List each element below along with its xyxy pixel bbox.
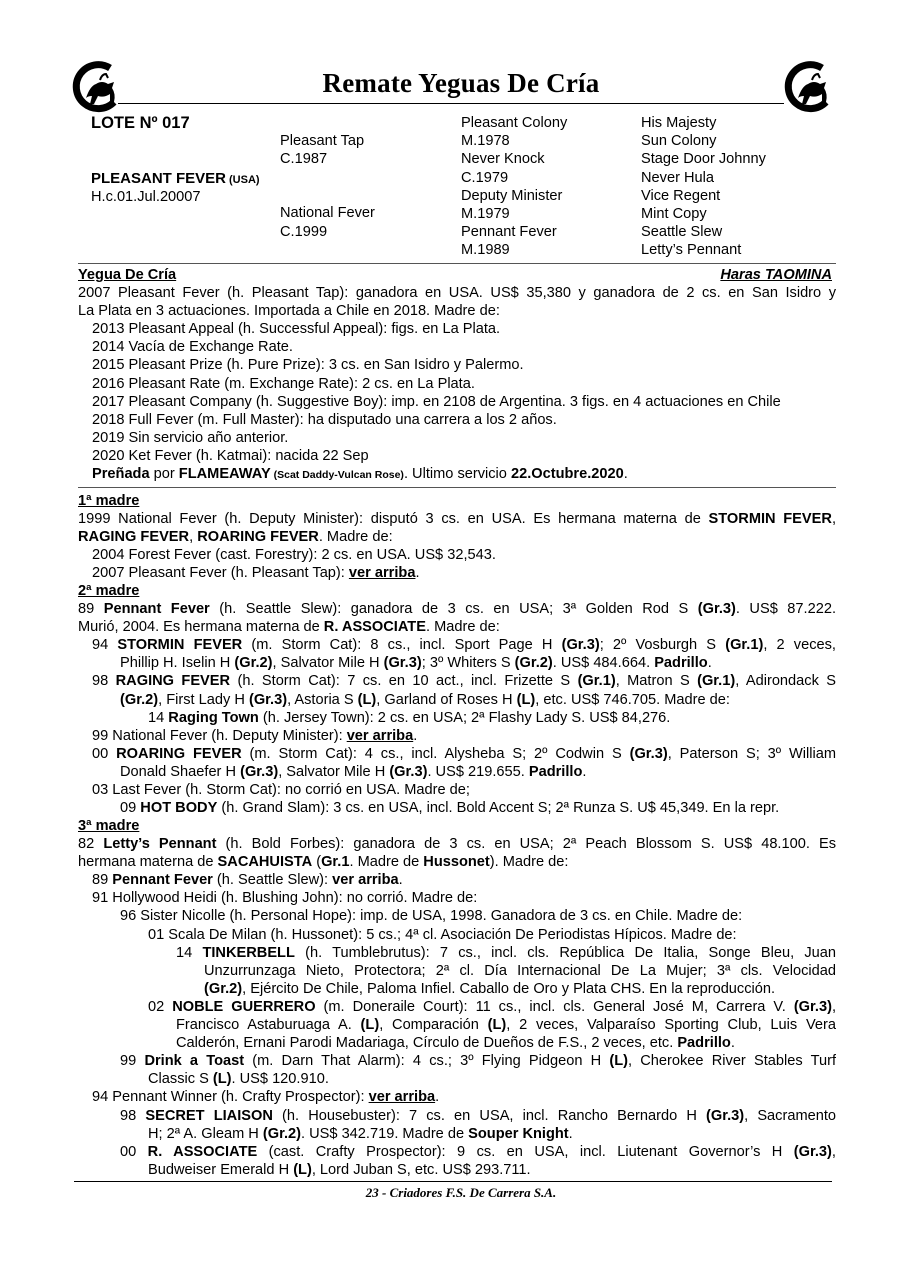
- list-item: 94 Pennant Winner (h. Crafty Prospector): ver arriba.: [92, 1089, 440, 1106]
- list-item: 96 Sister Nicolle (h. Personal Hope): imp. de USA, 1998. Ganadora de 3 cs. en Chile. Madre de:: [120, 908, 743, 925]
- grandparent: Never Knock: [461, 151, 545, 168]
- list-item: 03 Last Fever (h. Storm Cat): no corrió en USA. Madre de;: [92, 782, 470, 799]
- list-item: 2020 Ket Fever (h. Katmai): nacida 22 Sep: [92, 447, 369, 464]
- list-item: 00 ROARING FEVER (m. Storm Cat): 4 cs., incl. Alysheba S; 2º Codwin S (Gr.3), Paterson S; 3º William: [92, 745, 836, 762]
- page-title: Remate Yeguas De Cría: [322, 68, 600, 98]
- great-grandparent: Sun Colony: [641, 133, 717, 150]
- lot-number: LOTE Nº 017: [91, 114, 190, 132]
- intro-line: 2007 Pleasant Fever (h. Pleasant Tap): ganadora en USA. US$ 35,380 y ganadora de 2 cs. en San Isidro y: [78, 285, 836, 302]
- list-item-cont: H; 2ª A. Gleam H (Gr.2). US$ 342.719. Madre de Souper Knight.: [148, 1125, 573, 1142]
- list-item: 14 Raging Town (h. Jersey Town): 2 cs. en USA; 2ª Flashy Lady S. US$ 84,276.: [148, 709, 671, 726]
- dam-line: 89 Pennant Fever (h. Seattle Slew): ganadora de 3 cs. en USA; 3ª Golden Rod S (Gr.3). US$ 87.222.: [78, 601, 836, 618]
- breeding-record-section: [78, 266, 836, 483]
- dam-line: 82 Letty’s Pennant (h. Bold Forbes): ganadora de 3 cs. en USA; 2ª Peach Blossom S. US$ 48.100. Es: [78, 836, 836, 853]
- list-item-cont: Budweiser Emerald H (L), Lord Juban S, etc. US$ 293.711.: [148, 1161, 531, 1178]
- grandparent-year: M.1978: [461, 133, 510, 150]
- list-item: 2013 Pleasant Appeal (h. Successful Appeal): figs. en La Plata.: [92, 321, 501, 338]
- list-item: 98 SECRET LIAISON (h. Housebuster): 7 cs. en USA, incl. Rancho Bernardo H (Gr.3), Sacramento: [120, 1107, 836, 1124]
- great-grandparent: Mint Copy: [641, 206, 707, 223]
- list-item: 2007 Pleasant Fever (h. Pleasant Tap): ver arriba.: [92, 565, 420, 582]
- intro-line: La Plata en 3 actuaciones. Importada a Chile en 2018. Madre de:: [78, 303, 500, 320]
- list-item: 2015 Pleasant Prize (h. Pure Prize): 3 cs. en San Isidro y Palermo.: [92, 357, 524, 374]
- list-item-cont: Unzurrunzaga Nieto, Protectora; 2ª cl. Día Internacional De La Mujer; 3ª cls. Velocidad: [204, 962, 836, 979]
- grandparent-year: M.1989: [461, 242, 510, 259]
- list-item: 02 NOBLE GUERRERO (m. Doneraile Court): 11 cs., incl. cls. General José M, Carrera V. (Gr.3),: [148, 998, 836, 1015]
- damsire-year: C.1999: [280, 223, 328, 240]
- section-divider: [78, 487, 836, 488]
- list-item-cont: Calderón, Ernani Parodi Madariaga, Círculo de Dueños de F.S., 2 veces, etc. Padrillo.: [176, 1035, 735, 1052]
- dam-line: Murió, 2004. Es hermana materna de R. ASSOCIATE. Madre de:: [78, 619, 500, 636]
- list-item: 98 RAGING FEVER (h. Storm Cat): 7 cs. en 10 act., incl. Frizette S (Gr.1), Matron S (Gr.1), Adirondack S: [92, 673, 836, 690]
- first-dam-section: [78, 492, 836, 582]
- section-heading: 2ª madre: [78, 583, 140, 599]
- list-item: 2016 Pleasant Rate (m. Exchange Rate): 2 cs. en La Plata.: [92, 375, 475, 392]
- great-grandparent: His Majesty: [641, 115, 717, 131]
- list-item: 94 STORMIN FEVER (m. Storm Cat): 8 cs., incl. Sport Page H (Gr.3); 2º Vosburgh S (Gr.1), 2 veces,: [92, 637, 836, 654]
- list-item-cont: Phillip H. Iselin H (Gr.2), Salvator Mile H (Gr.3); 3º Whiters S (Gr.2). US$ 484.664. Padrillo.: [120, 655, 712, 672]
- horse-origin: (USA): [229, 174, 260, 186]
- list-item: 99 National Fever (h. Deputy Minister): ver arriba.: [92, 727, 418, 744]
- list-item: 2017 Pleasant Company (h. Suggestive Boy): imp. en 2108 de Argentina. 3 figs. en 4 actuaciones en Chile: [92, 393, 781, 410]
- dam-line: RAGING FEVER, ROARING FEVER. Madre de:: [78, 529, 393, 546]
- list-item: 2019 Sin servicio año anterior.: [92, 429, 289, 446]
- title-divider: [118, 103, 784, 104]
- pregnancy-line: Preñada por FLAMEAWAY (Scat Daddy-Vulcan Rose). Ultimo servicio 22.Octubre.2020.: [92, 466, 628, 483]
- section-heading: 3ª madre: [78, 818, 140, 834]
- great-grandparent: Seattle Slew: [641, 224, 723, 241]
- footer-divider: [74, 1181, 832, 1182]
- horse-name: PLEASANT FEVER (USA): [91, 170, 260, 187]
- list-item: 09 HOT BODY (h. Grand Slam): 3 cs. en USA, incl. Bold Accent S; 2ª Runza S. U$ 45,349. En la repr.: [120, 800, 780, 817]
- section-heading: 1ª madre: [78, 493, 140, 509]
- list-item-cont: Classic S (L). US$ 120.910.: [148, 1071, 329, 1088]
- section-divider: [78, 263, 836, 264]
- list-item: 99 Drink a Toast (m. Darn That Alarm): 4 cs.; 3º Flying Pidgeon H (L), Cherokee River Stables Turf: [120, 1053, 836, 1070]
- great-grandparent: Never Hula: [641, 169, 714, 186]
- damsire-name: National Fever: [280, 205, 375, 222]
- grandparent: Pleasant Colony: [461, 115, 568, 131]
- great-grandparent: Vice Regent: [641, 187, 721, 204]
- pedigree-block: [78, 114, 838, 262]
- list-item: 00 R. ASSOCIATE (cast. Crafty Prospector): 9 cs. en USA, incl. Liutenant Governor’s H (Gr.3),: [120, 1143, 836, 1160]
- list-item: 2018 Full Fever (m. Full Master): ha disputado una carrera a los 2 años.: [92, 411, 557, 428]
- pedigree-grandparents: [461, 114, 567, 260]
- horse-birth: H.c.01.Jul.20007: [91, 189, 201, 205]
- list-item: 91 Hollywood Heidi (h. Blushing John): no corrió. Madre de:: [92, 890, 478, 907]
- page-footer: 23 - Criadores F.S. De Carrera S.A.: [365, 1185, 557, 1200]
- dam-line: hermana materna de SACAHUISTA (Gr.1. Madre de Hussonet). Madre de:: [78, 854, 569, 871]
- grandparent-year: C.1979: [461, 169, 509, 186]
- third-dam-section: [78, 817, 836, 1179]
- haras-name: Haras TAOMINA: [720, 267, 832, 283]
- section-heading: Yegua De Cría: [78, 267, 177, 283]
- sire-year: C.1987: [280, 151, 328, 168]
- list-item-cont: Donald Shaefer H (Gr.3), Salvator Mile H (Gr.3). US$ 219.655. Padrillo.: [120, 763, 587, 780]
- list-item: 89 Pennant Fever (h. Seattle Slew): ver arriba.: [92, 872, 403, 889]
- list-item-cont: (Gr.2), Ejército De Chile, Paloma Infiel. Caballo de Oro y Plata CHS. En la reproducción.: [204, 980, 776, 997]
- pedigree-great-grandparents: [641, 114, 766, 260]
- list-item: 2004 Forest Fever (cast. Forestry): 2 cs. en USA. US$ 32,543.: [92, 547, 496, 564]
- great-grandparent: Letty’s Pennant: [641, 242, 742, 259]
- list-item-cont: (Gr.2), First Lady H (Gr.3), Astoria S (L), Garland of Roses H (L), etc. US$ 746.705. Madre de:: [120, 691, 730, 708]
- list-item: 2014 Vacía de Exchange Rate.: [92, 339, 293, 356]
- list-item-cont: Francisco Astaburuaga A. (L), Comparación (L), 2 veces, Valparaíso Sporting Club, Luis Vera: [176, 1017, 836, 1034]
- great-grandparent: Stage Door Johnny: [641, 151, 766, 168]
- list-item: 14 TINKERBELL (h. Tumblebrutus): 7 cs., incl. cls. República De Italia, Songe Bleu, Juan: [176, 944, 836, 961]
- sire-name: Pleasant Tap: [280, 133, 365, 149]
- grandparent: Pennant Fever: [461, 224, 557, 241]
- list-item: 01 Scala De Milan (h. Hussonet): 5 cs.; 4ª cl. Asociación De Periodistas Hípicos. Madre de:: [148, 926, 737, 943]
- pedigree-sires: [280, 132, 375, 241]
- grandparent: Deputy Minister: [461, 187, 563, 204]
- second-dam-section: [78, 582, 836, 817]
- grandparent-year: M.1979: [461, 206, 510, 223]
- dam-line: 1999 National Fever (h. Deputy Minister): disputó 3 cs. en USA. Es hermana materna de STORMIN FEVER,: [78, 511, 836, 528]
